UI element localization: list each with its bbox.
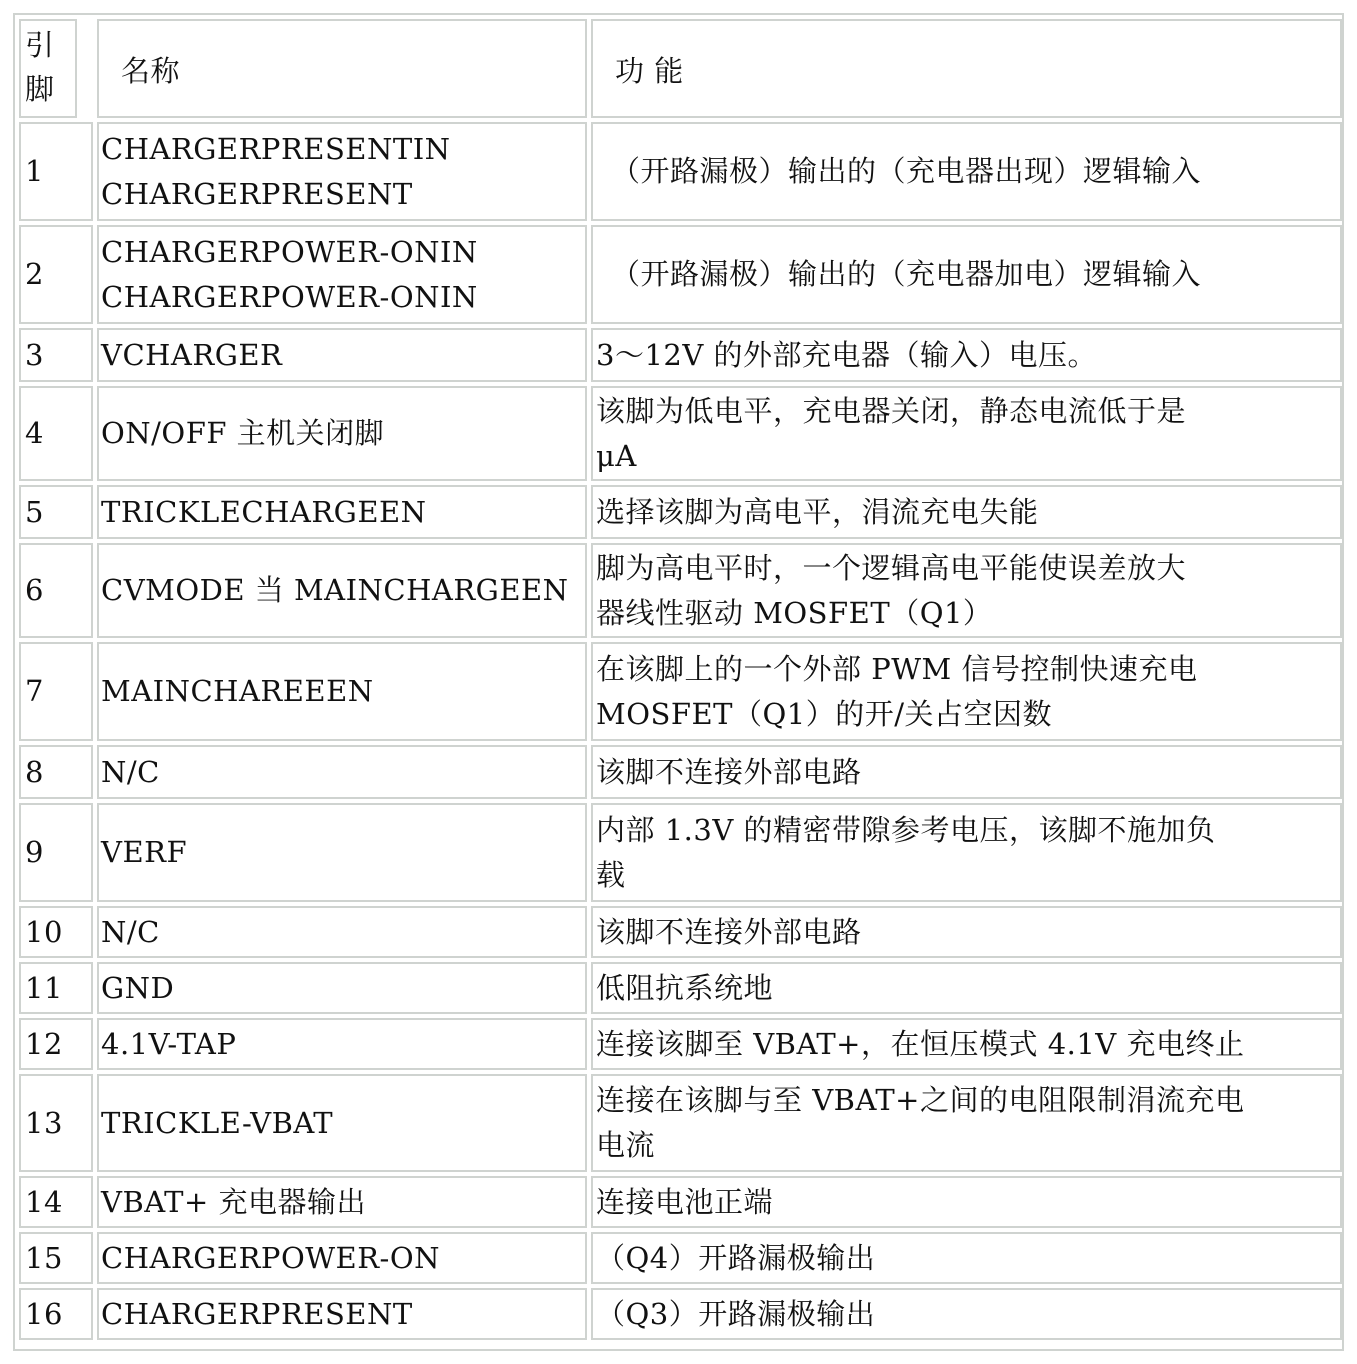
- pin-function: 连接该脚至 VBAT+，在恒压模式 4.1V 充电终止: [591, 1018, 1342, 1070]
- pin-name: CHARGERPOWER-ONIN CHARGERPOWER-ONIN: [97, 225, 587, 324]
- pin-function: （开路漏极）输出的（充电器出现）逻辑输入: [591, 122, 1342, 221]
- table-header-row: [19, 19, 1339, 118]
- pin-function: 连接电池正端: [591, 1176, 1342, 1228]
- table-row: [19, 803, 1339, 902]
- pin-function: 连接在该脚与至 VBAT+之间的电阻限制涓流充电 电流: [591, 1074, 1342, 1172]
- pin-function: 3～12V 的外部充电器（输入）电压。: [591, 328, 1342, 382]
- pin-number: 8: [19, 745, 93, 799]
- pin-number: 10: [19, 906, 93, 958]
- pin-function: 该脚不连接外部电路: [591, 906, 1342, 958]
- pin-function: 该脚不连接外部电路: [591, 745, 1342, 799]
- pin-function: （Q3）开路漏极输出: [591, 1288, 1342, 1340]
- table-row: [19, 1232, 1339, 1284]
- pin-name: MAINCHAREEEN: [97, 642, 587, 741]
- pin-number: 4: [19, 386, 93, 481]
- pin-name: CVMODE 当 MAINCHARGEEN: [97, 543, 587, 638]
- table-row: [19, 1176, 1339, 1228]
- pin-number: 11: [19, 962, 93, 1014]
- pin-function: （Q4）开路漏极输出: [591, 1232, 1342, 1284]
- pin-function: 内部 1.3V 的精密带隙参考电压，该脚不施加负 载: [591, 803, 1342, 902]
- pin-number: 16: [19, 1288, 93, 1340]
- table-row: [19, 642, 1339, 741]
- pin-number: 12: [19, 1018, 93, 1070]
- pin-function: （开路漏极）输出的（充电器加电）逻辑输入: [591, 225, 1342, 324]
- table-row: [19, 543, 1339, 638]
- pin-name: TRICKLE-VBAT: [97, 1074, 587, 1172]
- pin-function: 脚为高电平时，一个逻辑高电平能使误差放大 器线性驱动 MOSFET（Q1）: [591, 543, 1342, 638]
- table-row: [19, 1074, 1339, 1172]
- table-row: [19, 386, 1339, 481]
- pin-name: TRICKLECHARGEEN: [97, 485, 587, 539]
- pin-name: N/C: [97, 745, 587, 799]
- header-pin: [19, 19, 77, 118]
- table-row: [19, 906, 1339, 958]
- table-row: [19, 745, 1339, 799]
- pin-number: 5: [19, 485, 93, 539]
- pin-name: CHARGERPRESENTIN CHARGERPRESENT: [97, 122, 587, 221]
- pin-number: 14: [19, 1176, 93, 1228]
- pin-name: 4.1V-TAP: [97, 1018, 587, 1070]
- pin-number: 6: [19, 543, 93, 638]
- pin-number: 3: [19, 328, 93, 382]
- pin-name: N/C: [97, 906, 587, 958]
- pin-number: 2: [19, 225, 93, 324]
- table-row: [19, 225, 1339, 324]
- pin-function-table: [13, 13, 1344, 1351]
- pin-number: 7: [19, 642, 93, 741]
- pin-function: 该脚为低电平，充电器关闭，静态电流低于是 μA: [591, 386, 1342, 481]
- header-pin-label: 引脚: [25, 28, 55, 106]
- header-name: 名称: [97, 19, 587, 118]
- table-row: [19, 485, 1339, 539]
- pin-number: 15: [19, 1232, 93, 1284]
- pin-function: 选择该脚为高电平，涓流充电失能: [591, 485, 1342, 539]
- table-row: [19, 1288, 1339, 1340]
- pin-name: ON/OFF 主机关闭脚: [97, 386, 587, 481]
- table-row: [19, 1018, 1339, 1070]
- pin-function: 低阻抗系统地: [591, 962, 1342, 1014]
- pin-name: CHARGERPOWER-ON: [97, 1232, 587, 1284]
- pin-number: 13: [19, 1074, 93, 1172]
- table-row: [19, 328, 1339, 382]
- pin-name: GND: [97, 962, 587, 1014]
- pin-name: VERF: [97, 803, 587, 902]
- pin-number: 9: [19, 803, 93, 902]
- pin-function: 在该脚上的一个外部 PWM 信号控制快速充电 MOSFET（Q1）的开/关占空因数: [591, 642, 1342, 741]
- pin-name: VCHARGER: [97, 328, 587, 382]
- header-function: 功 能: [591, 19, 1342, 118]
- table-row: [19, 122, 1339, 221]
- table-row: [19, 962, 1339, 1014]
- pin-name: VBAT+ 充电器输出: [97, 1176, 587, 1228]
- pin-number: 1: [19, 122, 93, 221]
- pin-name: CHARGERPRESENT: [97, 1288, 587, 1340]
